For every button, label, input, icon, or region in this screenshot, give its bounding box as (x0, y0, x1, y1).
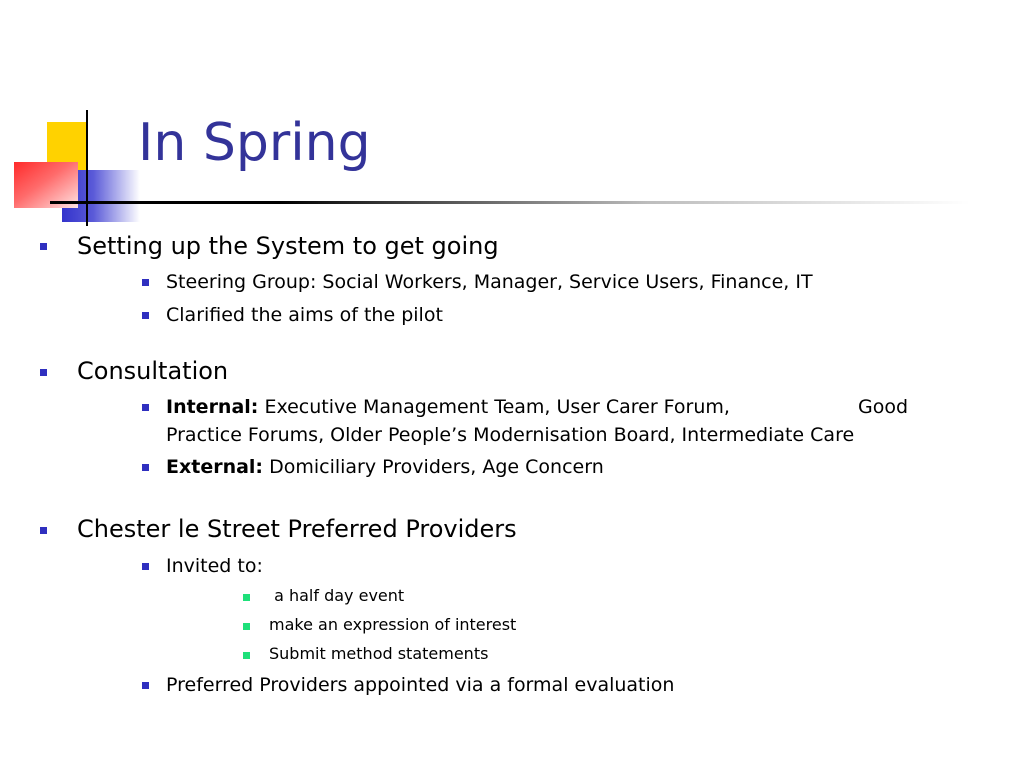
sub-list-item: Submit method statements (269, 644, 489, 663)
internal-text-line1: Executive Management Team, User Carer Forum, (264, 396, 730, 418)
section-heading-setup: Setting up the System to get going (77, 232, 499, 260)
bullet-level3 (243, 652, 250, 659)
sub-list-item: make an expression of interest (269, 615, 517, 634)
bullet-level2 (142, 312, 149, 319)
section-heading-providers: Chester le Street Preferred Providers (77, 515, 517, 543)
bullet-level2 (142, 682, 149, 689)
bullet-level2 (142, 464, 149, 471)
bullet-level1 (40, 243, 47, 250)
list-item: Invited to: (166, 555, 263, 577)
internal-label: Internal: (166, 396, 259, 418)
section-heading-consultation: Consultation (77, 357, 229, 385)
bullet-level2 (142, 404, 149, 411)
decor-vertical-line (86, 110, 88, 226)
bullet-level3 (243, 623, 250, 630)
list-item-external (166, 453, 604, 481)
bullet-level2 (142, 563, 149, 570)
slide-title: In Spring (138, 113, 371, 173)
external-text: Domiciliary Providers, Age Concern (269, 456, 604, 478)
list-item: Steering Group: Social Workers, Manager, Service Users, Finance, IT (166, 271, 813, 293)
bullet-level3 (243, 594, 250, 601)
internal-text-line1-tail: Good (858, 396, 909, 418)
bullet-level2 (142, 279, 149, 286)
bullet-level1 (40, 527, 47, 534)
external-label: External: (166, 456, 264, 478)
internal-text-line2: Practice Forums, Older People’s Modernisation Board, Intermediate Care (166, 424, 855, 446)
list-item: Preferred Providers appointed via a formal evaluation (166, 674, 675, 696)
list-item-internal (166, 393, 730, 421)
sub-list-item: a half day event (269, 586, 405, 605)
title-underline (50, 201, 970, 204)
bullet-level1 (40, 369, 47, 376)
list-item: Clarified the aims of the pilot (166, 304, 443, 326)
